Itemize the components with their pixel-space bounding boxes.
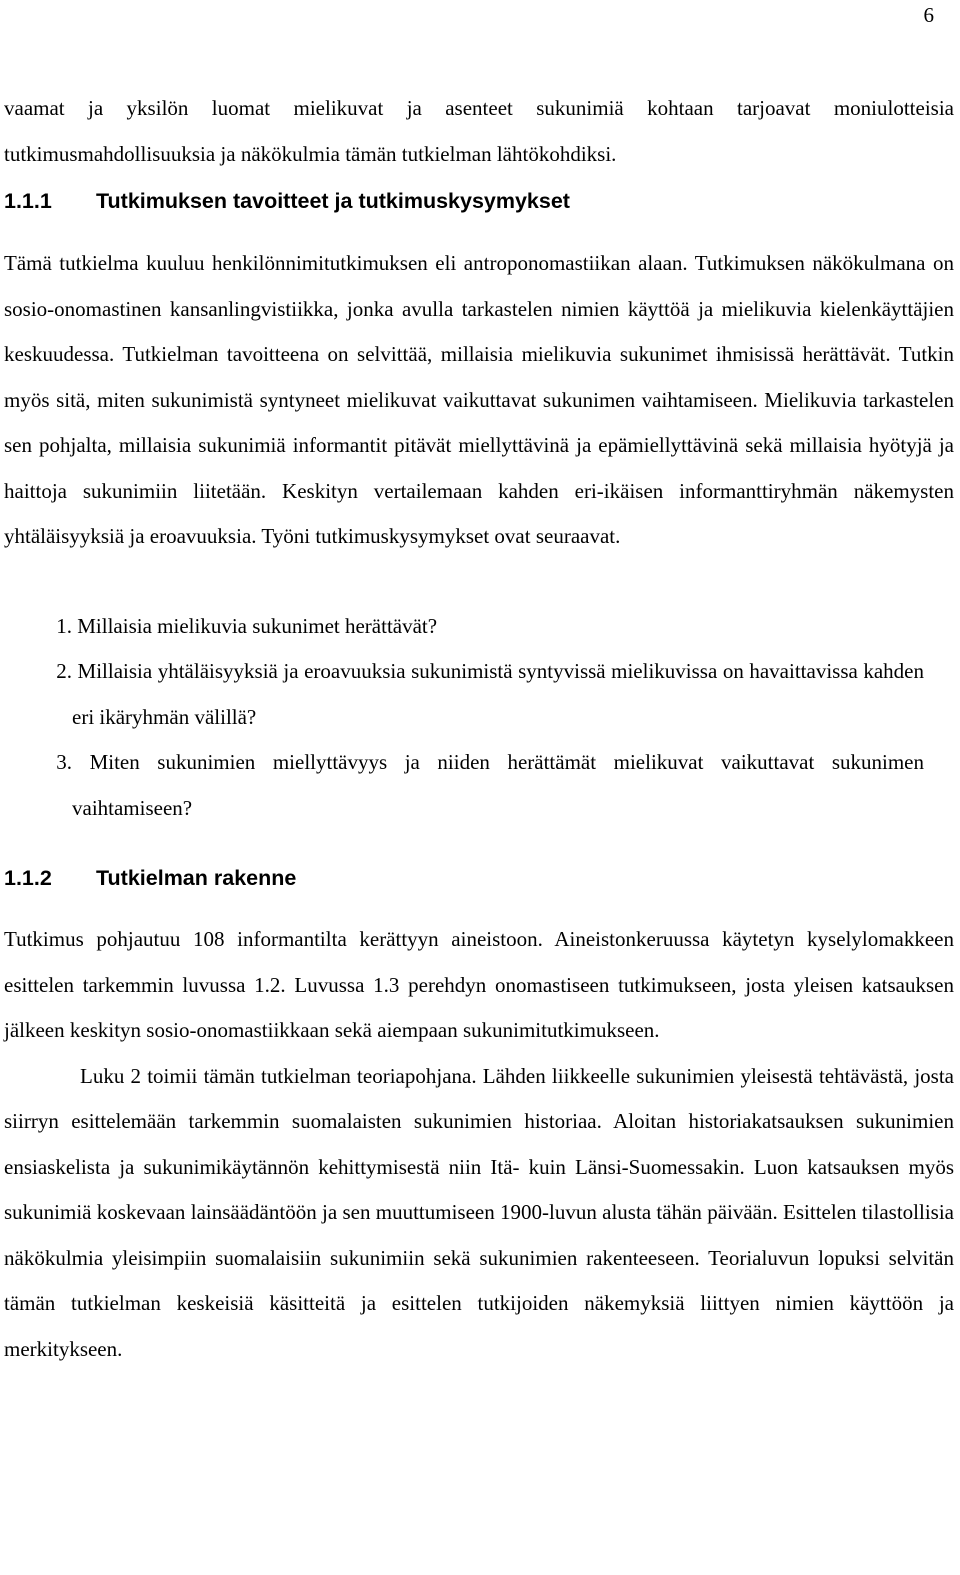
document-body <box>4 86 954 1372</box>
research-questions-list <box>4 604 954 832</box>
goals-paragraph: Tämä tutkielma kuuluu henkilönnimitutkimuksen eli antroponomastiikan alaan. Tutkimuksen näkökulmana on sosio-onomastinen kansanlingvistiikka, jonka avulla tarkastelen nimien käyttöä ja mielikuvia kielenkäyttäjien keskuudessa. Tutkielman tavoitteena on selvittää, millaisia mielikuvia sukunimet ihmisissä herättävät. Tutkin myös sitä, miten sukunimistä syntyneet mielikuvat vaikuttavat sukunimen vaihtamiseen. Mielikuvia tarkastelen sen pohjalta, millaisia sukunimiä informantit pitävät miellyttävinä ja epämiellyttävinä sekä millaisia hyötyjä ja haittoja sukunimiin liitetään. Keskityn vertailemaan kahden eri-ikäisen informanttiryhmän näkemysten yhtäläisyyksiä ja eroavuuksia. Työni tutkimuskysymykset ovat seuraavat. <box>4 251 954 548</box>
section-title: Tutkielman rakenne <box>96 866 297 890</box>
page-number: 6 <box>923 3 934 27</box>
section-heading-goals <box>4 179 954 224</box>
list-item <box>4 740 954 831</box>
section-number: 1.1.1 <box>4 189 52 213</box>
structure-paragraph-2: Luku 2 toimii tämän tutkielman teoriapohjana. Lähden liikkeelle sukunimien yleisestä tehtävästä, josta siirryn esittelemään tarkemmin suomalaisten sukunimien historiaa. Aloitan historiakatsauksen sukunimien ensiaskelista ja sukunimikäytännön kehittymisestä niin Itä- kuin Länsi-Suomessakin. Luon katsauksen myös sukunimiä koskevaan lainsäädäntöön ja sen muuttumiseen 1900-luvun alusta tähän päivään. Esittelen tilastollisia näkökulmia yleisimpiin suomalaisiin sukunimiin sekä sukunimien rakenteeseen. Teorialuvun lopuksi selvitän tämän tutkielman keskeisiä käsitteitä ja esittelen tutkijoiden näkemyksiä liittyen nimien käyttöön ja merkitykseen. <box>4 1063 954 1361</box>
intro-paragraph: vaamat ja yksilön luomat mielikuvat ja asenteet sukunimiä kohtaan tarjoavat moniulotteisia tutkimusmahdollisuuksia ja näkökulmia tämän tutkielman lähtökohdiksi. <box>4 96 954 166</box>
structure-paragraph-1: Tutkimus pohjautuu 108 informantilta kerättyyn aineistoon. Aineistonkeruussa käytetyn kyselylomakkeen esittelen tarkemmin luvussa 1.2. Luvussa 1.3 perehdyn onomastiseen tutkimukseen, josta yleisen katsauksen jälkeen keskityn sosio-onomastiikkaan sekä aiempaan sukunimitutkimukseen. <box>4 927 954 1042</box>
section-number: 1.1.2 <box>4 866 52 890</box>
section-title: Tutkimuksen tavoitteet ja tutkimuskysymykset <box>96 189 570 213</box>
question-number: 2. <box>56 659 72 683</box>
question-text: Millaisia mielikuvia sukunimet herättävät? <box>77 613 438 638</box>
list-item <box>4 649 954 740</box>
list-item <box>4 604 954 650</box>
section-heading-structure <box>4 856 954 901</box>
question-text: Miten sukunimien miellyttävyys ja niiden herättämät mielikuvat vaikuttavat sukunimen vaihtamiseen? <box>72 750 925 820</box>
question-number: 3. <box>56 750 72 774</box>
question-text: Millaisia yhtäläisyyksiä ja eroavuuksia sukunimistä syntyvissä mielikuvissa on havaittavissa kahden eri ikäryhmän välillä? <box>72 659 924 729</box>
question-number: 1. <box>56 613 72 638</box>
